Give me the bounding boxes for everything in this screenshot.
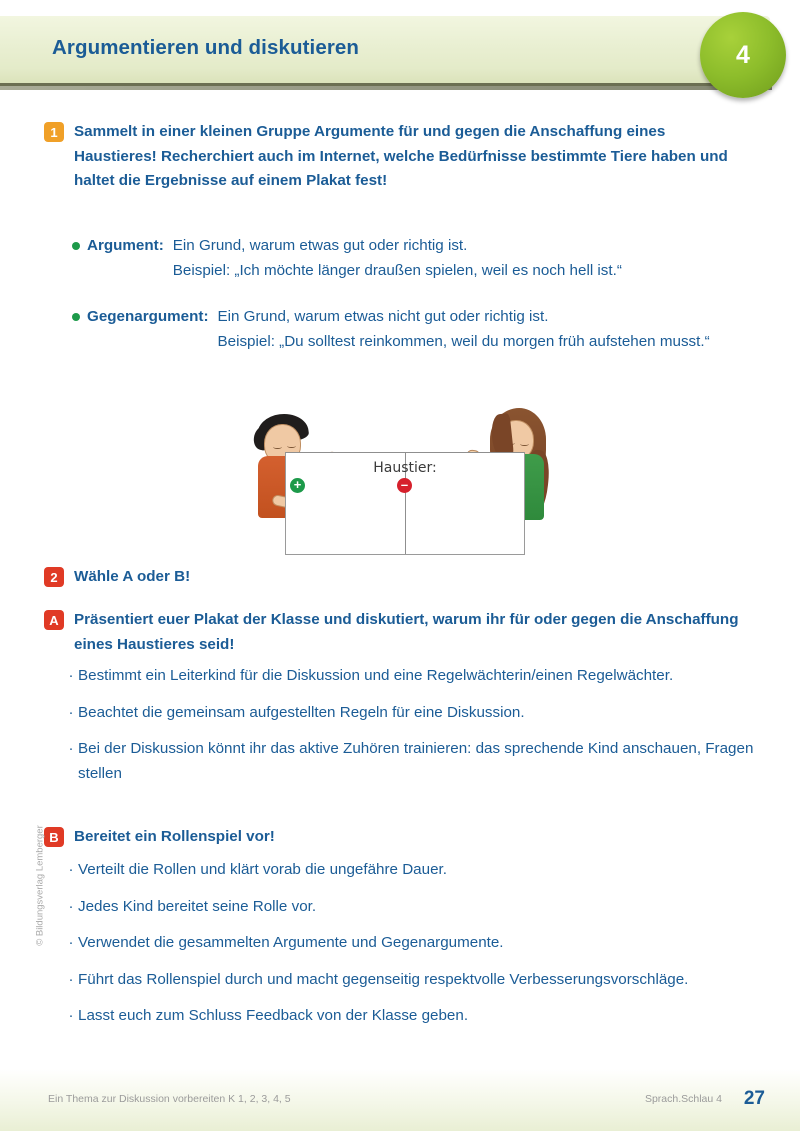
- list-item-text: Bei der Diskussion könnt ihr das aktive Zuhören trainieren: das sprechende Kind anschauen, Fragen stellen: [78, 740, 754, 782]
- bullet-dot-icon: [72, 242, 80, 250]
- chapter-number-badge: [700, 12, 786, 98]
- option-a-badge: A: [44, 610, 64, 630]
- minus-sign-icon: [397, 478, 412, 493]
- list-item: [64, 664, 754, 689]
- list-item: [64, 1004, 754, 1029]
- definition-argument: [72, 234, 752, 283]
- list-item: [64, 858, 754, 883]
- definition-body: [173, 234, 622, 283]
- bullet-dash-icon: ·: [68, 970, 74, 988]
- list-item-text: Verteilt die Rollen und klärt vorab die ungefähre Dauer.: [78, 861, 447, 878]
- definition-text: Ein Grund, warum etwas gut oder richtig ist.: [172, 237, 468, 254]
- task-1-text: Sammelt in einer kleinen Gruppe Argumente für und gegen die Anschaffung eines Haustieres! Recherchiert auch im Internet, welche Bedürfnisse bestimmte Tiere haben und haltet die Ergebnisse auf einem Plakat fest!: [74, 123, 728, 189]
- list-item-text: Bestimmt ein Leiterkind für die Diskussion und eine Regelwächterin/einen Regelwächter.: [78, 667, 674, 684]
- boy-eye: [287, 444, 296, 448]
- option-b-badge: B: [44, 827, 64, 847]
- task-1-badge: 1: [44, 122, 64, 142]
- option-b-text: Bereitet ein Rollenspiel vor!: [74, 828, 275, 845]
- poster-board: [285, 452, 525, 555]
- list-item-text: Beachtet die gemeinsam aufgestellten Regeln für eine Diskussion.: [78, 703, 525, 721]
- option-b: [44, 825, 744, 850]
- list-item-text: Verwendet die gesammelten Argumente und Gegenargumente.: [78, 934, 504, 951]
- task-2: [44, 565, 744, 590]
- chapter-number-label: 4: [736, 40, 750, 69]
- list-item: [64, 895, 754, 920]
- bullet-dot-icon: [72, 313, 80, 321]
- definition-text: Ein Grund, warum etwas nicht gut oder richtig ist.: [217, 308, 549, 325]
- definition-body: [218, 305, 710, 354]
- list-item: [64, 931, 754, 956]
- plus-sign-label: +: [293, 477, 302, 492]
- bullet-dash-icon: ·: [68, 703, 74, 721]
- definition-gegenargument: [72, 305, 752, 354]
- poster-label: Haustier:: [373, 460, 437, 476]
- bullet-dash-icon: ·: [68, 934, 74, 951]
- list-item: [64, 737, 754, 786]
- page-number: 27: [743, 1088, 765, 1109]
- page-title: Argumentieren und diskutieren: [52, 36, 360, 59]
- minus-sign-label: –: [400, 477, 409, 492]
- footer-topic-label: Ein Thema zur Diskussion vorbereiten K 1, 2, 3, 4, 5: [48, 1093, 291, 1105]
- list-item-text: Lasst euch zum Schluss Feedback von der Klasse geben.: [78, 1007, 469, 1024]
- header-band-shadow: [0, 86, 772, 90]
- boy-eye: [273, 445, 282, 449]
- list-item: [64, 701, 754, 726]
- bullet-dash-icon: ·: [68, 1007, 74, 1024]
- bullet-dash-icon: ·: [68, 667, 74, 684]
- plus-sign-icon: [290, 478, 305, 493]
- copyright-notice: © Bildungsverlag Lemberger: [34, 825, 46, 946]
- illustration-children-with-poster: [240, 404, 570, 564]
- definition-term: Gegenargument:: [87, 308, 209, 325]
- list-item-text: Führt das Rollenspiel durch und macht gegenseitig respektvolle Verbesserungsvorschläge.: [78, 970, 689, 988]
- definition-example: Beispiel: „Du solltest reinkommen, weil du morgen früh aufstehen musst.“: [217, 332, 710, 350]
- option-b-bullet-list: [64, 858, 754, 1041]
- option-a-text: Präsentiert euer Plakat der Klasse und diskutiert, warum ihr für oder gegen die Anschaffung eines Haustieres seid!: [74, 611, 739, 653]
- option-a: [44, 608, 744, 657]
- definition-example: Beispiel: „Ich möchte länger draußen spielen, weil es noch hell ist.“: [172, 261, 622, 279]
- list-item-text: Jedes Kind bereitet seine Rolle vor.: [78, 897, 317, 915]
- task-1: [44, 120, 744, 194]
- definition-list: [72, 234, 752, 370]
- bullet-dash-icon: ·: [68, 897, 74, 915]
- bullet-dash-icon: ·: [68, 861, 74, 878]
- definition-term: Argument:: [87, 237, 164, 254]
- girl-eye: [520, 442, 529, 446]
- list-item: [64, 968, 754, 993]
- option-a-bullet-list: [64, 664, 754, 798]
- task-2-text: Wähle A oder B!: [74, 568, 191, 585]
- task-2-badge: 2: [44, 567, 64, 587]
- bullet-dash-icon: ·: [68, 740, 74, 757]
- footer-book-title: Sprach.Schlau 4: [644, 1093, 722, 1105]
